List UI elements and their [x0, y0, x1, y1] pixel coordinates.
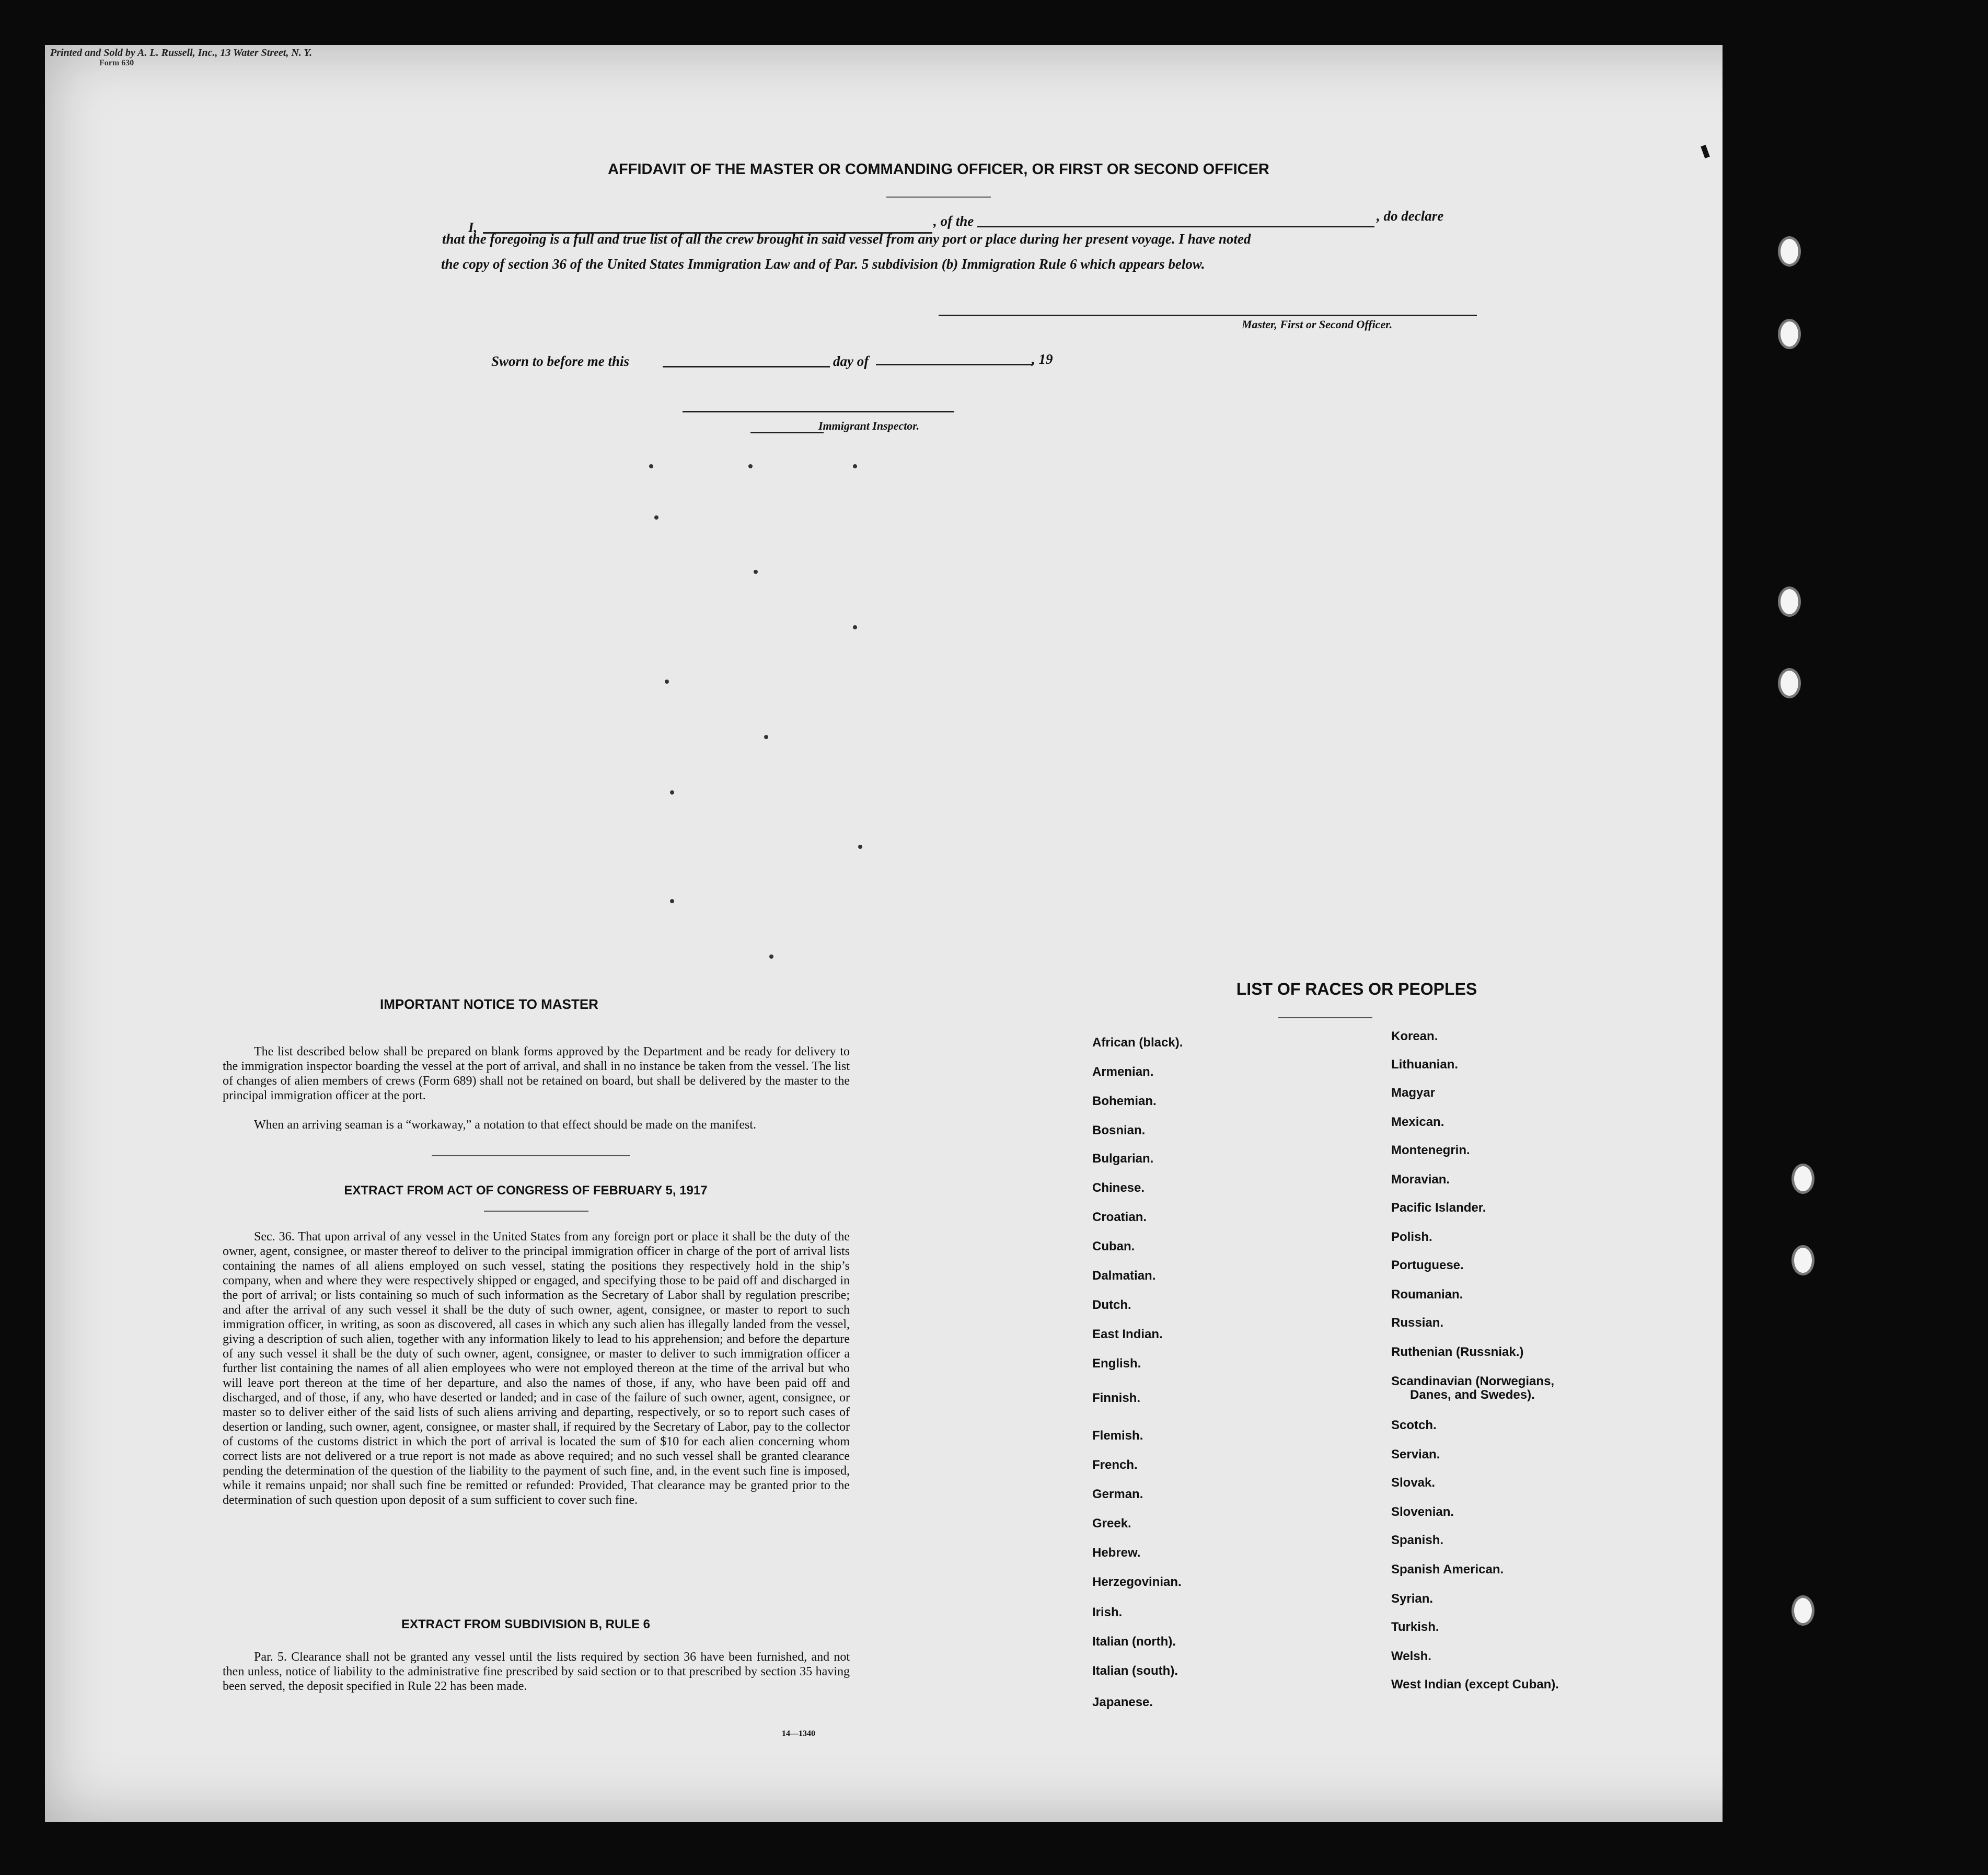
dot-mark [670, 790, 674, 795]
race-item: Roumanian. [1391, 1287, 1463, 1302]
race-item: Armenian. [1092, 1065, 1154, 1079]
race-item: French. [1092, 1458, 1138, 1472]
punch-hole [1778, 236, 1801, 267]
notice-paragraph-1: The list described below shall be prepared on blank forms approved by the Department and be ready for delivery to the immigration inspector boarding the vessel at the port of arrival, and shall in no instance be taken from the vessel. The list of changes of alien members of crews (Form 689) shall not be retained on board, but shall be delivered by the master to the principal immigration officer at the port. [223, 1045, 850, 1102]
race-item: West Indian (except Cuban). [1391, 1677, 1559, 1692]
race-item: Mexican. [1391, 1115, 1444, 1129]
punch-hole [1791, 1164, 1814, 1194]
race-item: Bulgarian. [1092, 1152, 1154, 1166]
ink-mark [1701, 145, 1710, 158]
race-item: Herzegovinian. [1092, 1575, 1182, 1589]
race-item: Danes, and Swedes). [1410, 1388, 1535, 1402]
dot-mark [754, 570, 758, 574]
race-item: Slovenian. [1391, 1505, 1454, 1519]
race-item: German. [1092, 1487, 1143, 1501]
dot-mark [665, 680, 669, 684]
dot-mark [748, 464, 753, 468]
affidavit-do-declare: , do declare [1377, 208, 1444, 224]
race-item: Portuguese. [1391, 1258, 1464, 1272]
sworn-label: Sworn to before me this [491, 353, 630, 369]
printer-imprint: Printed and Sold by A. L. Russell, Inc., 13 Water Street, N. Y. [50, 47, 313, 59]
act-divider [484, 1211, 588, 1212]
punch-hole [1791, 1595, 1814, 1626]
signature-line[interactable] [939, 315, 1477, 316]
race-item: English. [1092, 1356, 1141, 1371]
dot-mark [853, 464, 857, 468]
race-item: Italian (south). [1092, 1664, 1178, 1678]
punch-hole [1791, 1245, 1814, 1275]
dot-mark [858, 845, 862, 849]
punch-hole [1778, 319, 1801, 349]
title-underline [886, 197, 991, 198]
race-item: Chinese. [1092, 1181, 1145, 1195]
affidavit-title: AFFIDAVIT OF THE MASTER OR COMMANDING OFFICER, OR FIRST OR SECOND OFFICER [608, 161, 1269, 178]
race-item: Lithuanian. [1391, 1057, 1458, 1072]
punch-hole [1778, 586, 1801, 617]
race-item: Welsh. [1391, 1649, 1431, 1663]
race-item: Ruthenian (Russniak.) [1391, 1345, 1524, 1359]
race-item: Korean. [1391, 1029, 1438, 1043]
race-item: Irish. [1092, 1605, 1123, 1619]
race-item: Hebrew. [1092, 1546, 1141, 1560]
race-item: Scotch. [1391, 1418, 1437, 1432]
race-item: Italian (north). [1092, 1635, 1176, 1649]
race-item: Greek. [1092, 1516, 1131, 1531]
dot-mark [853, 625, 857, 629]
race-item: Scandinavian (Norwegians, [1391, 1374, 1555, 1388]
punch-hole [1778, 668, 1801, 698]
race-item: Slovak. [1391, 1476, 1436, 1490]
race-item: African (black). [1092, 1036, 1183, 1050]
dot-mark [649, 464, 653, 468]
race-item: Pacific Islander. [1391, 1201, 1486, 1215]
races-title: LIST OF RACES OR PEOPLES [1236, 980, 1477, 998]
binding-edge [1723, 45, 1832, 1864]
form-code: 14—1340 [782, 1729, 815, 1738]
inspector-caption: Immigrant Inspector. [818, 419, 920, 432]
act-extract-body: Sec. 36. That upon arrival of any vessel in the United States from any foreign port or place it shall be the duty of the owner, agent, consignee, or master thereof to deliver to the principal immigration officer in charge of the port of arrival lists containing the names of all aliens employed on such vessel, stating the positions they respectively hold in the ship’s company, when and where they were respectively shipped or engaged, and specifying those to be paid off and discharged in the port of arrival; or lists containing so much of such information as the Secretary of Labor shall by regulation prescribe; and after the arrival of any such vessel it shall be the duty of such owner, agent, consignee, or master to report to such immigration officer, in writing, as soon as discovered, all cases in which any such alien has illegally landed from the vessel, giving a description of such alien, together with any information likely to lead to his apprehension; and before the departure of any such vessel it shall be the duty of such owner, agent, consignee, or master to deliver to such immigration officer a further list containing the names of all alien employees who were not employed thereon at the time of the arrival but who will leave port thereon at the time of her departure, and also the names of those, if any, who have been paid off and discharged, and of those, if any, who have deserted or landed; and in case of the failure of such owner, agent, consignee, or master so to deliver either of the said lists of such aliens arriving and departing, respectively, or so to report such cases of desertion or landing, such owner, agent, consignee, or master shall, if required by the Secretary of Labor, pay to the collector of customs of the customs district in which the port of arrival is located the sum of $10 for each alien concerning whom correct lists are not delivered or a true report is not made as above required; and no such vessel shall be granted clearance pending the determination of the question of the liability to the payment of such fine, and, in the event such fine is imposed, while it remains unpaid; nor shall such fine be remitted or refunded: Provided, That clearance may be granted prior to the determination of such question upon deposit of a sum sufficient to cover such fine. [223, 1230, 850, 1507]
races-divider [1278, 1017, 1372, 1018]
race-item: Dutch. [1092, 1298, 1131, 1312]
race-item: East Indian. [1092, 1327, 1163, 1341]
race-item: Russian. [1391, 1316, 1444, 1330]
race-item: Bohemian. [1092, 1094, 1157, 1108]
race-item: Magyar [1391, 1086, 1436, 1100]
affidavit-i-label: I, [468, 220, 478, 235]
race-item: Cuban. [1092, 1239, 1135, 1253]
affidavit-of-the: , of the [933, 213, 974, 229]
day-of-label: day of [833, 353, 869, 369]
dot-mark [769, 954, 773, 959]
race-item: Syrian. [1391, 1592, 1434, 1606]
race-item: Turkish. [1391, 1620, 1439, 1634]
rule-extract-title: EXTRACT FROM SUBDIVISION B, RULE 6 [401, 1617, 651, 1631]
signature-caption: Master, First or Second Officer. [1242, 318, 1393, 331]
rule-extract-body: Par. 5. Clearance shall not be granted any vessel until the lists required by section 36 have been furnished, and not then unless, notice of liability to the administrative fine prescribed by said section or to that prescribed by section 35 having been served, the deposit specified in Rule 22 has been made. [223, 1650, 850, 1693]
form-number: Form 630 [99, 59, 134, 67]
race-item: Spanish American. [1391, 1562, 1504, 1577]
dot-mark [764, 735, 768, 739]
notice-paragraph-2: When an arriving seaman is a “workaway,” a notation to that effect should be made on the manifest. [254, 1118, 756, 1132]
race-item: Finnish. [1092, 1391, 1140, 1405]
race-item: Croatian. [1092, 1210, 1147, 1224]
affidavit-line-3: the copy of section 36 of the United States Immigration Law and of Par. 5 subdivision (b) Immigration Rule 6 which appears below. [441, 256, 1205, 272]
dot-mark [654, 515, 658, 520]
year-label: , 19 [1032, 351, 1053, 367]
race-item: Japanese. [1092, 1695, 1153, 1709]
race-item: Bosnian. [1092, 1123, 1146, 1137]
notice-divider [432, 1155, 630, 1156]
race-item: Servian. [1391, 1447, 1440, 1462]
dot-mark [670, 899, 674, 903]
vessel-blank-line[interactable] [977, 226, 1374, 227]
race-item: Dalmatian. [1092, 1269, 1156, 1283]
race-item: Moravian. [1391, 1172, 1450, 1187]
inspector-short-line [750, 432, 824, 433]
manifest-sheet [45, 45, 1832, 1822]
notice-title: IMPORTANT NOTICE TO MASTER [380, 996, 598, 1012]
act-extract-title: EXTRACT FROM ACT OF CONGRESS OF FEBRUARY 5, 1917 [344, 1183, 708, 1198]
affidavit-line-2: that the foregoing is a full and true list of all the crew brought in said vessel from any port or place during her present voyage. I have noted [442, 231, 1251, 247]
race-item: Montenegrin. [1391, 1143, 1470, 1157]
sworn-day-line[interactable] [663, 366, 830, 367]
month-line[interactable] [876, 364, 1033, 365]
inspector-signature-line[interactable] [683, 411, 954, 412]
race-item: Flemish. [1092, 1429, 1143, 1443]
race-item: Spanish. [1391, 1533, 1444, 1547]
race-item: Polish. [1391, 1230, 1432, 1244]
